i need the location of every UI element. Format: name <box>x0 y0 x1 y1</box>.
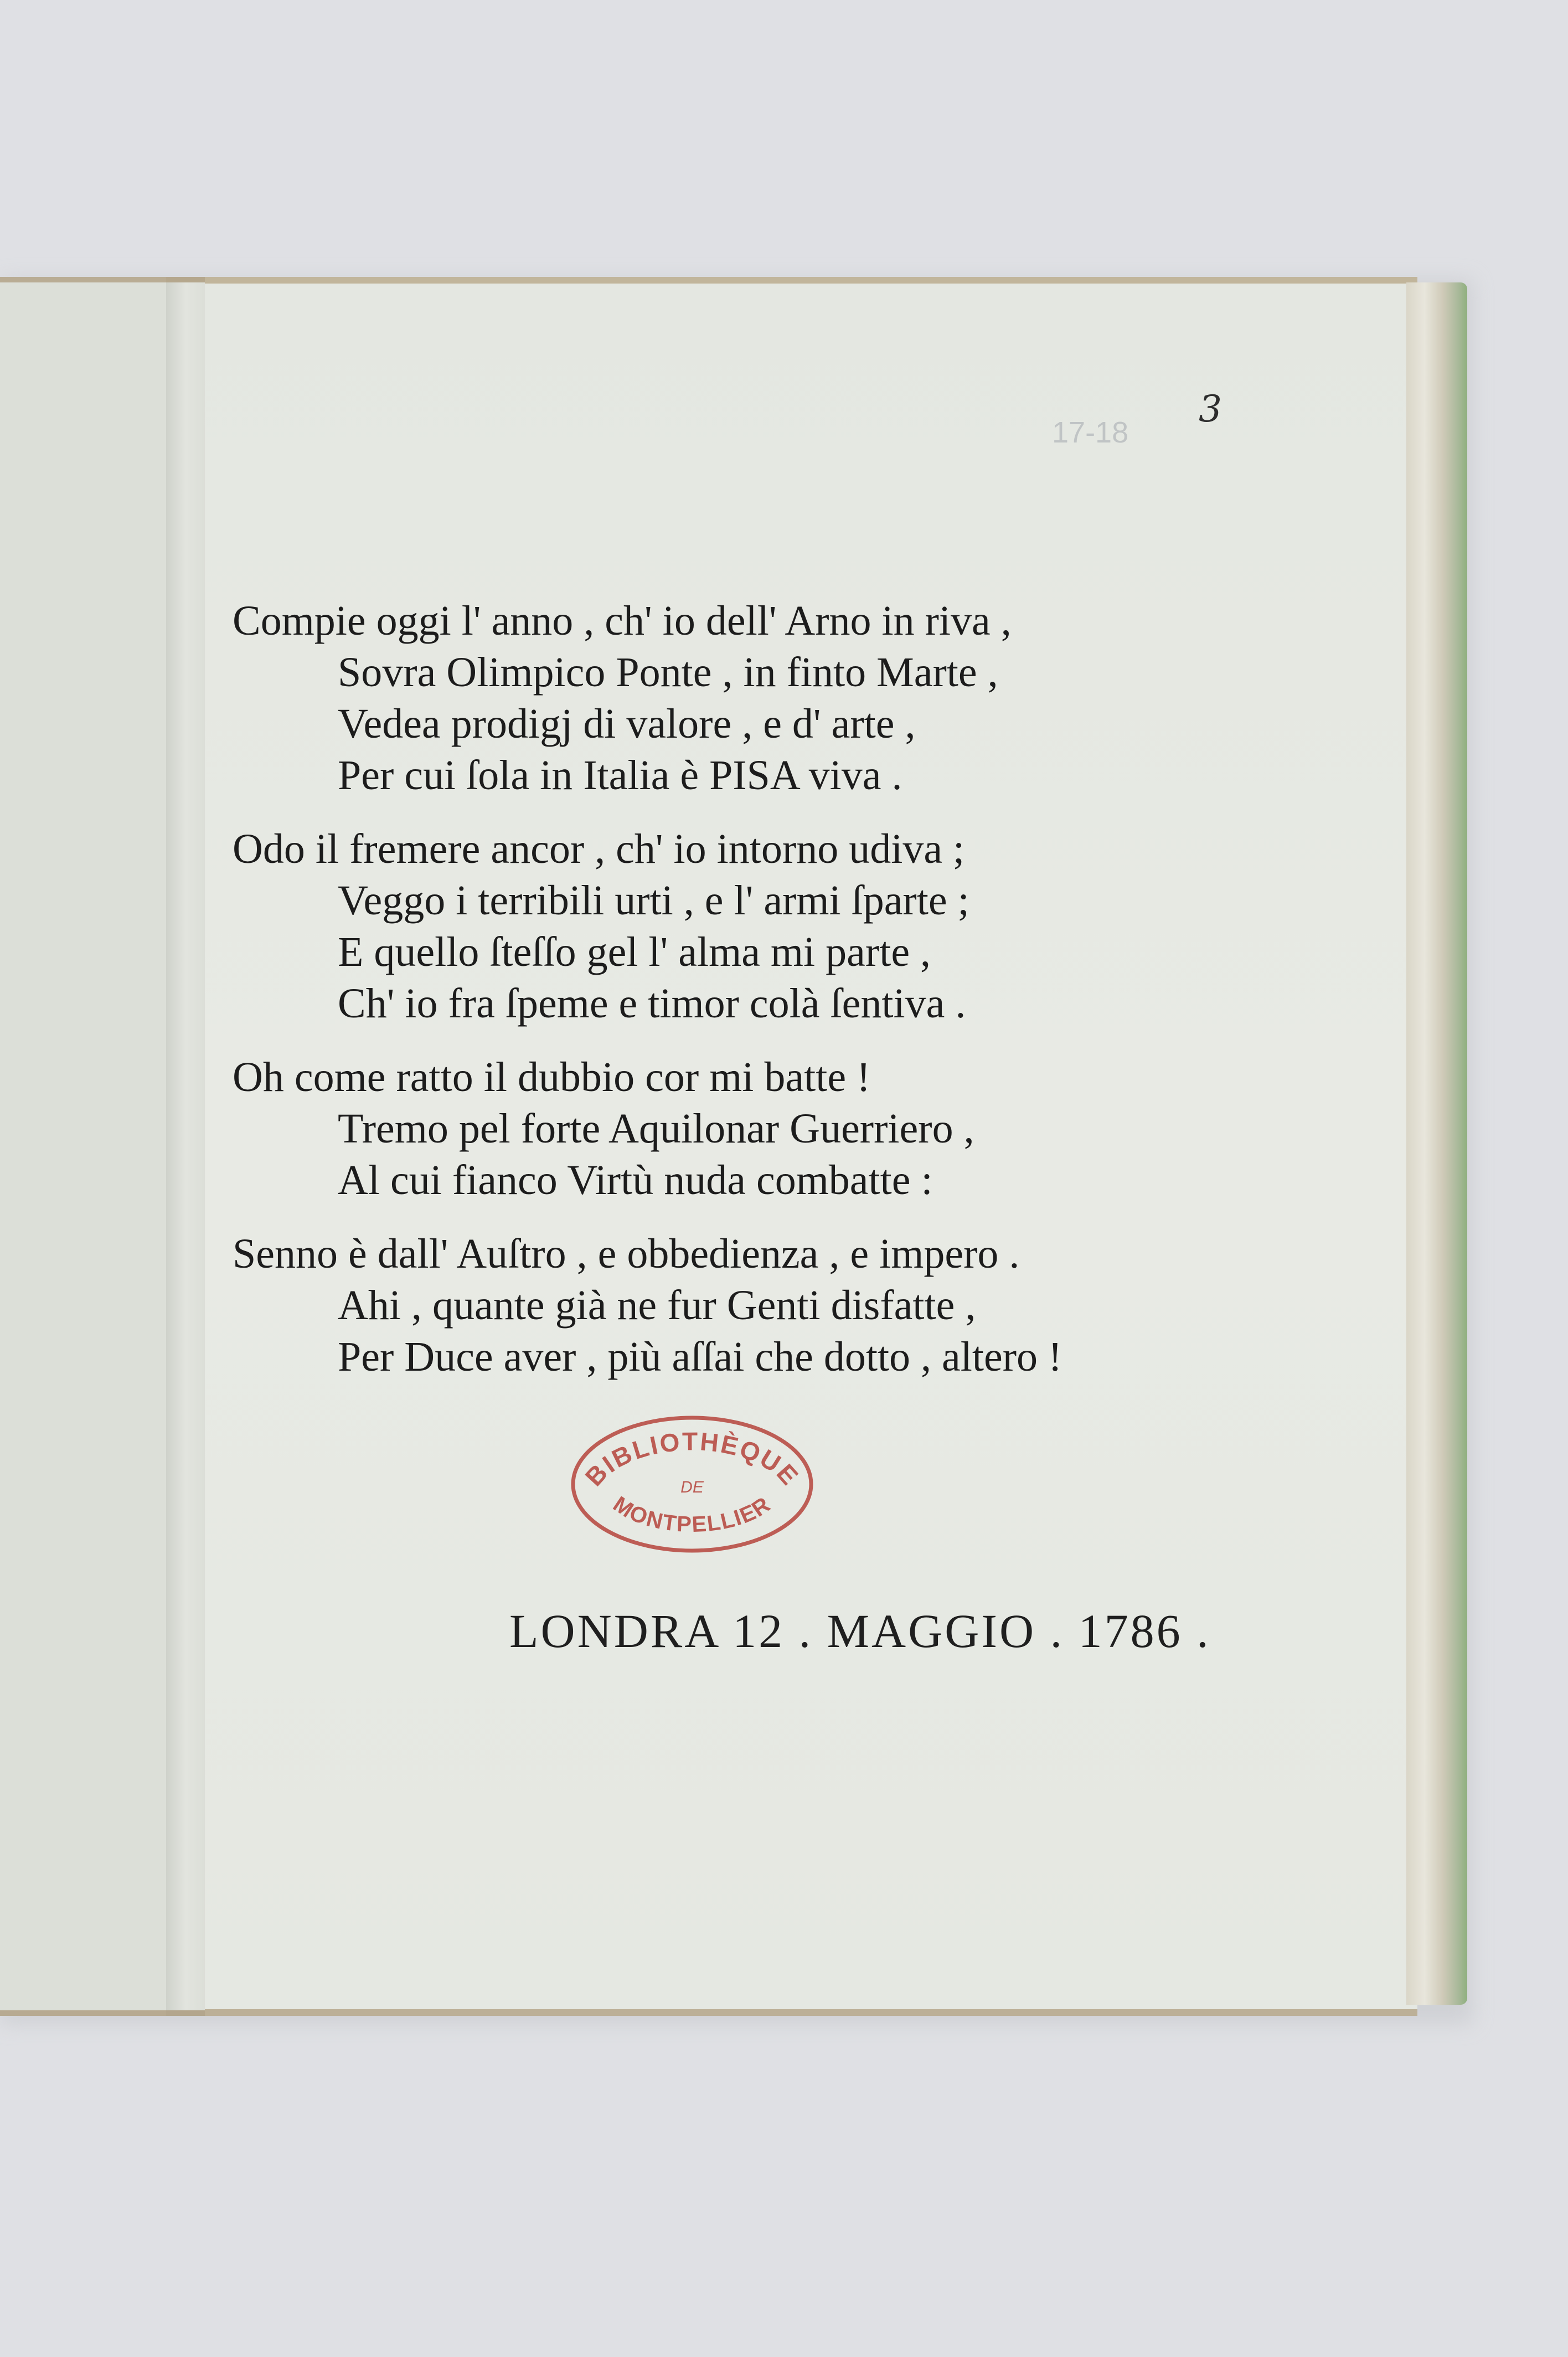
verse-line: Vedea prodigj di valore , e d' arte , <box>338 701 916 747</box>
pencil-shelf-mark: 17-18 <box>1052 416 1129 449</box>
library-stamp <box>565 1409 819 1559</box>
sonnet <box>233 595 1285 1405</box>
stamp-bottom-text: MONTPELLIER <box>608 1491 776 1537</box>
verse-line: Ahi , quante già ne fur Genti disfatte , <box>338 1282 976 1329</box>
stanza-2 <box>233 824 1285 1030</box>
verse-line: Per cui ſola in Italia è PISA viva . <box>338 752 902 799</box>
verse-line: Sovra Olimpico Ponte , in finto Marte , <box>338 649 998 696</box>
stanza-4 <box>233 1228 1285 1383</box>
verse-line: Senno è dall' Auſtro , e obbedienza , e impero . <box>233 1231 1020 1277</box>
verse-line: Odo il fremere ancor , ch' io intorno udiva ; <box>233 826 965 872</box>
left-page <box>0 277 177 2016</box>
verse-line: Ch' io fra ſpeme e timor colà ſentiva . <box>338 980 966 1027</box>
dateline: LONDRA 12 . MAGGIO . 1786 . <box>509 1604 1211 1658</box>
verse-line: Veggo i terribili urti , e l' armi ſparte ; <box>338 877 969 924</box>
verse-line: E quello ſteſſo gel l' alma mi parte , <box>338 929 931 975</box>
verse-line: Tremo pel forte Aquilonar Guerriero , <box>338 1105 974 1152</box>
verse-line: Al cui fianco Virtù nuda combatte : <box>338 1157 933 1203</box>
stamp-top-text: BIBLIOTHÈQUE <box>579 1427 805 1492</box>
verse-line: Per Duce aver , più aſſai che dotto , altero ! <box>338 1334 1062 1380</box>
fore-edge <box>1406 282 1467 2005</box>
stamp-middle-text: DE <box>680 1478 704 1496</box>
stanza-1 <box>233 595 1285 801</box>
page-number: 3 <box>1199 388 1222 430</box>
svg-text:MONTPELLIER <box>608 1492 775 1537</box>
stanza-3 <box>233 1052 1285 1206</box>
verse-line: Oh come ratto il dubbio cor mi batte ! <box>233 1054 871 1100</box>
verse-line: Compie oggi l' anno , ch' io dell' Arno in riva , <box>233 598 1012 644</box>
library-stamp-seal <box>565 1409 819 1559</box>
